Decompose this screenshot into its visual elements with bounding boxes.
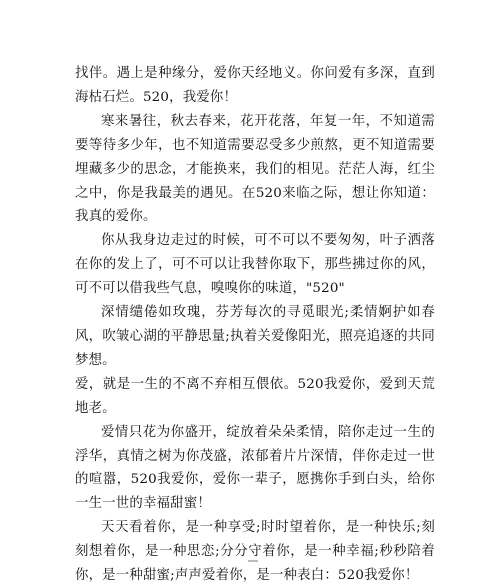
paragraph-5: 爱，就是一生的不离不弃相互偎依。520我爱你，爱到天荒地老。: [75, 376, 435, 416]
paragraph-3: 你从我身边走过的时候，可不可以不要匆匆，叶子洒落在你的发上了，可不可以让我替你取下，那些拂过你的风，可不可以借我些气息，嗅嗅你的味道，"520": [75, 233, 435, 297]
paragraph-1: 找伴。遇上是种缘分，爱你天经地义。你问爱有多深，直到海枯石烂。520，我爱你！: [75, 66, 435, 105]
paragraph-6: 爱情只花为你盛开，绽放着朵朵柔情，陪你走过一生的浮华，真情之树为你茂盛，浓郁着片片深情，伴你走过一世的喧嚣，520我爱你，爱你一辈子，愿携你手到白头，给你一生一世的幸福甜蜜！: [75, 424, 435, 512]
paragraph-4: 深情缱倦如玫瑰，芬芳每次的寻觅眼光;柔情婀护如春风，吹皱心湖的平静思量;执着关爱像阳光，照亮追逐的共同梦想。: [75, 305, 435, 368]
paragraph-7: 天天看着你，是一种享受;时时望着你，是一种快乐;刻刻想着你，是一种思恋;分分守着你，是一种幸福;秒秒陪着你，是一种甜蜜;声声爱着你，是一种表白：520我爱你！: [75, 520, 435, 584]
paragraph-2: 寒来暑往，秋去春来，花开花落，年复一年，不知道需要等待多少年，也不知道需要忍受多少煎熬，更不知道需要埋藏多少的思念，才能换来，我们的相见。茫茫人海，红尘之中，你是我最美的遇见。在520来临之际，想让你知道：我真的爱你。: [75, 113, 435, 225]
page-edge-mark: [248, 560, 258, 562]
article-body: [75, 62, 435, 588]
